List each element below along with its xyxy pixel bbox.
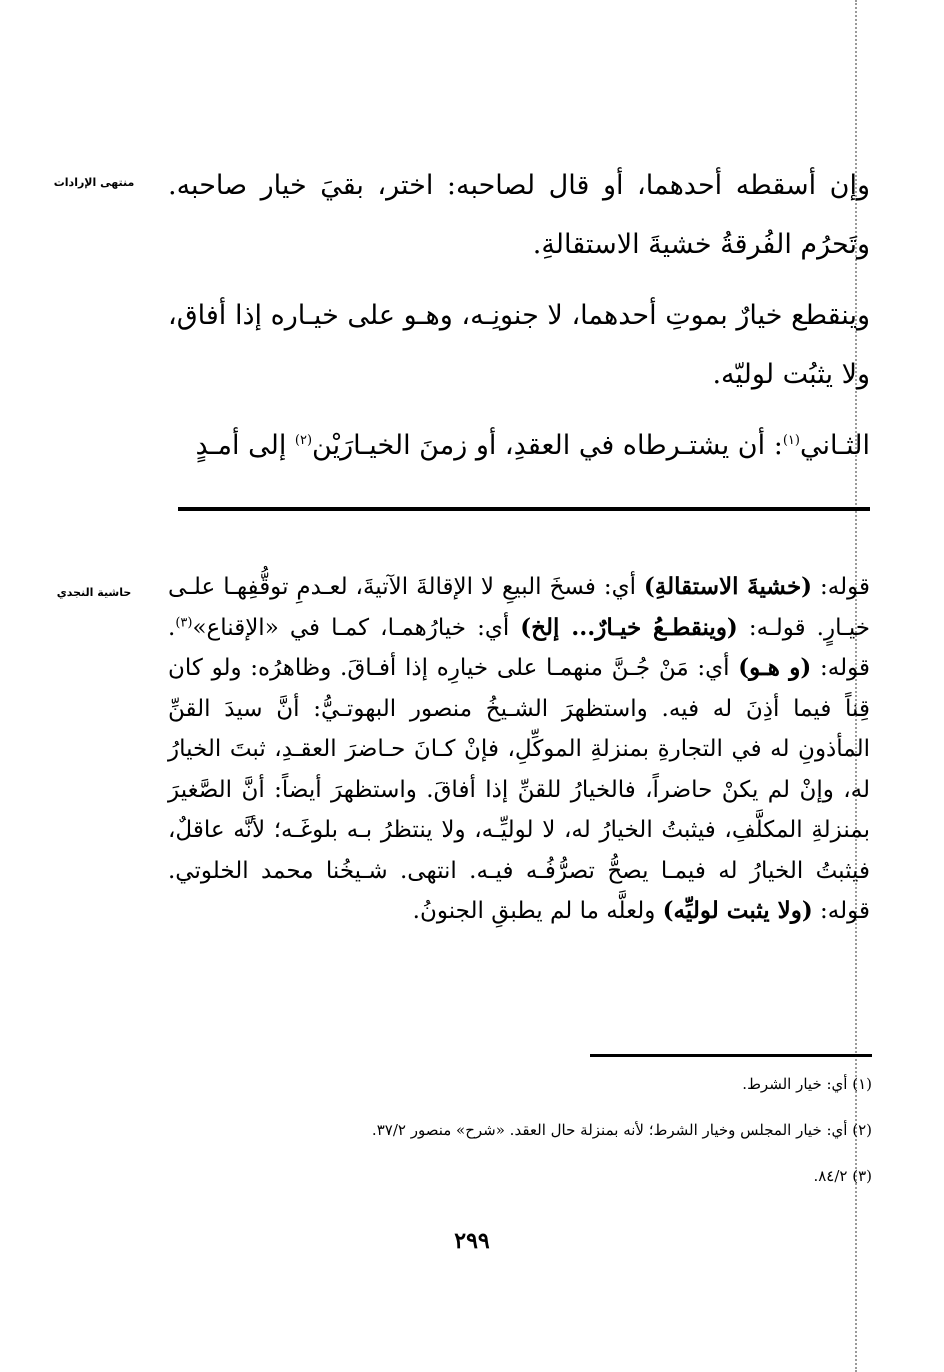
- commentary-lemma-3: (و هـو): [738, 654, 812, 681]
- main-p3-mid: : أن يشتـرطاه في العقدِ، أو زمنَ الخيـارَيْن: [312, 430, 783, 461]
- commentary-text: أي: خيارُهمـا، كمـا في «الإقناع»: [192, 614, 521, 641]
- commentary-text: . قوله:: [168, 614, 870, 681]
- commentary-text: أي: فسخَ البيعِ لا الإقالةَ الآتيةَ، لعـدمِ توقُّفِهـا علـى خيـارٍ. قولـه:: [168, 574, 870, 641]
- footnote-3: (٣) ٨٤/٢.: [813, 1167, 872, 1185]
- main-p3-after: إلى أمـدٍ: [195, 430, 295, 461]
- page-number: ٢٩٩: [454, 1228, 490, 1254]
- footnote-1: (١) أي: خيار الشرط.: [742, 1075, 872, 1093]
- commentary-text: ولعلَّه ما لم يطبقِ الجنونُ.: [412, 898, 663, 924]
- main-text-block: [168, 156, 870, 475]
- commentary-text: قوله:: [812, 574, 870, 600]
- side-label-main-text: منتهى الإرادات: [53, 176, 135, 189]
- section-divider: [178, 507, 870, 511]
- footnotes: [200, 1070, 872, 1208]
- commentary-lemma-4: (ولا يثبت لوليِّه): [662, 897, 813, 924]
- footnote-ref-2: (٢): [294, 433, 313, 448]
- commentary-block: [168, 567, 870, 932]
- commentary-lemma-2: (وينقطـعُ خيـارٌ... إلخ): [520, 613, 738, 641]
- main-paragraph-3: [168, 416, 870, 475]
- side-label-commentary: حاشية النجدي: [56, 586, 132, 599]
- footnote-ref-1: (١): [782, 433, 800, 448]
- footnote-ref-3: (٣): [175, 614, 193, 630]
- commentary-text: أي: مَنْ جُـنَّ منهمـا على خيارِه إذا أفـاقَ. وظاهرُه: ولو كان قِناً فيما أذِنَ له فيه. واستظهرَ الشـيخُ منصور البهوتـيُّ: أنَّ سيدَ القنِّ المأذونِ له في التجارةِ بمنزلةِ الموكِّلِ، فإنْ كـانَ حـاضرَ العقـدِ، ثبتَ الخيارُ له، وإنْ لم يكنْ حاضراً، فالخيارُ للقنِّ إذا أفاقَ. واستظهرَ أيضاً: أنَّ الصَّغيرَ بمنزلةِ المكلَّفِ، فيثبتُ الخيارُ له، لا لوليِّـه، ولا ينتظرُ بـه بلوغَـه؛ لأنَّه عاقلٌ، فيثبتُ الخيارُ له فيمـا يصحُّ تصرُّفُـه فيـه. انتهى. شـيخُنا محمد الخلوتي. قوله:: [168, 655, 870, 924]
- footnote-2: (٢) أي: خيار المجلس وخيار الشرط؛ لأنه بمنزلة حال العقد. «شرح» منصور ٣٧/٢.: [371, 1121, 872, 1139]
- commentary-lemma-1: (خشيةَ الاستقالةِ): [643, 573, 813, 600]
- commentary-paragraph: [168, 567, 870, 932]
- footnote-divider: [590, 1054, 872, 1057]
- main-paragraph-1: وإن أسقطه أحدهما، أو قال لصاحبه: اختر، بقيَ خيار صاحبه. وتَحرُم الفُرقةُ خشيةَ الاستقالةِ.: [168, 170, 870, 260]
- main-paragraph-2: وينقطع خيارٌ بموتِ أحدهما، لا جنونِـه، وهـو على خيـاره إذا أفاق، ولا يثبُت لوليّه.: [168, 300, 870, 390]
- main-p3-before: الثـاني: [799, 430, 870, 461]
